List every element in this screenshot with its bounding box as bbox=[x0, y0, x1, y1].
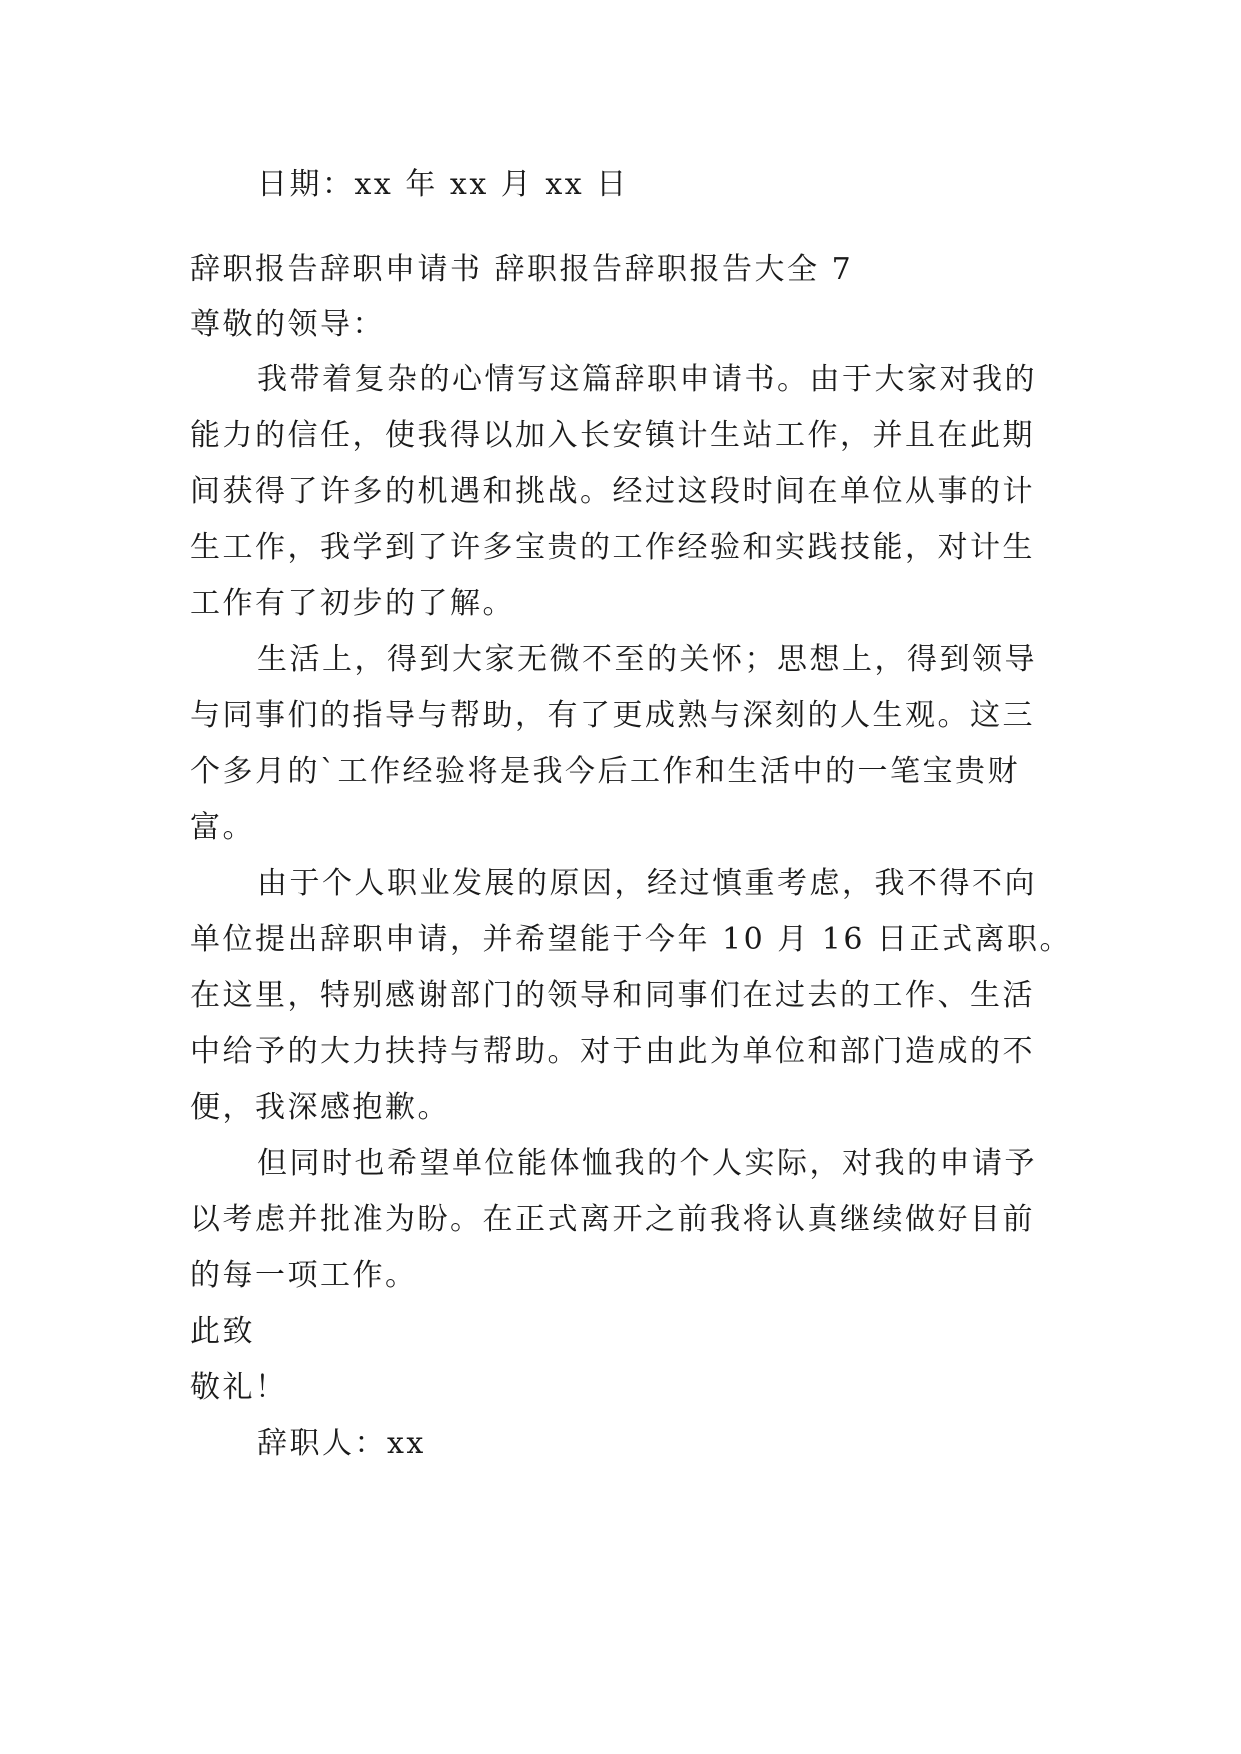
paragraph-line: 在这里，特别感谢部门的领导和同事们在过去的工作、生活 bbox=[190, 978, 1035, 1013]
paragraph-line: 与同事们的指导与帮助，有了更成熟与深刻的人生观。这三 bbox=[190, 698, 1035, 733]
paragraph-line: 单位提出辞职申请，并希望能于今年 10 月 16 日正式离职。 bbox=[190, 922, 1072, 957]
signature-line: 辞职人：xx bbox=[257, 1426, 426, 1461]
paragraph-line: 生工作，我学到了许多宝贵的工作经验和实践技能，对计生 bbox=[190, 530, 1035, 565]
salutation: 尊敬的领导： bbox=[190, 307, 385, 342]
paragraph-line: 工作有了初步的了解。 bbox=[190, 586, 515, 621]
paragraph-line: 个多月的`工作经验将是我今后工作和生活中的一笔宝贵财 bbox=[190, 754, 1020, 789]
paragraph-line: 间获得了许多的机遇和挑战。经过这段时间在单位从事的计 bbox=[190, 474, 1035, 509]
paragraph-line: 以考虑并批准为盼。在正式离开之前我将认真继续做好目前 bbox=[190, 1202, 1035, 1237]
document-title: 辞职报告辞职申请书 辞职报告辞职报告大全 7 bbox=[190, 252, 854, 287]
paragraph-line: 的每一项工作。 bbox=[190, 1258, 418, 1293]
paragraph-line: 但同时也希望单位能体恤我的个人实际，对我的申请予 bbox=[257, 1146, 1037, 1181]
closing-salute: 敬礼！ bbox=[190, 1370, 288, 1405]
date-line: 日期：xx 年 xx 月 xx 日 bbox=[257, 167, 629, 202]
paragraph-line: 便，我深感抱歉。 bbox=[190, 1090, 450, 1125]
paragraph-line: 由于个人职业发展的原因，经过慎重考虑，我不得不向 bbox=[257, 866, 1037, 901]
paragraph-line: 中给予的大力扶持与帮助。对于由此为单位和部门造成的不 bbox=[190, 1034, 1035, 1069]
closing-line: 此致 bbox=[190, 1314, 255, 1349]
paragraph-line: 我带着复杂的心情写这篇辞职申请书。由于大家对我的 bbox=[257, 362, 1037, 397]
paragraph-line: 能力的信任，使我得以加入长安镇计生站工作，并且在此期 bbox=[190, 418, 1035, 453]
paragraph-line: 富。 bbox=[190, 810, 255, 845]
paragraph-line: 生活上，得到大家无微不至的关怀；思想上，得到领导 bbox=[257, 642, 1037, 677]
